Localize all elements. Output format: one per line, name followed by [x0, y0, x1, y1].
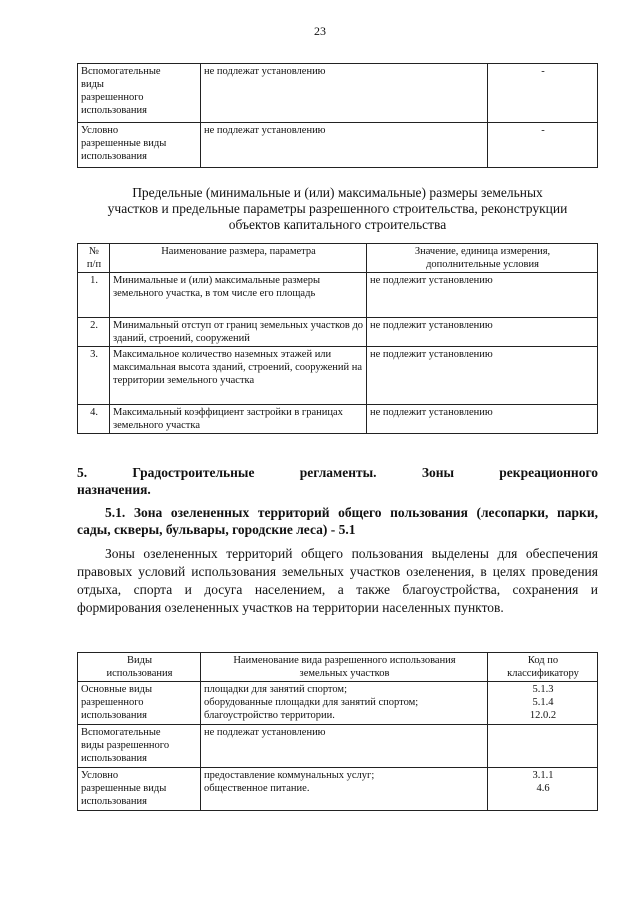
section-5-heading: 5. Градостроительные регламенты. Зоны рекреационного	[77, 465, 598, 480]
parameter-name: Минимальный отступ от границ земельных участков до зданий, строений, сооружений	[110, 318, 367, 347]
table-row	[78, 347, 598, 405]
use-name-cell: не подлежат установлению	[201, 64, 488, 123]
parameter-name: Максимальное количество наземных этажей или максимальная высота зданий, строений, сооружений на территории земельного участка	[110, 347, 367, 405]
parameter-name: Минимальные и (или) максимальные размеры земельного участка, в том числе его площадь	[110, 273, 367, 318]
table-row	[78, 405, 598, 434]
code-cell: 3.1.1 4.6	[488, 768, 598, 811]
code-cell: -	[488, 123, 598, 168]
code-header: Код по классификатору	[488, 653, 598, 682]
name-header: Наименование размера, параметра	[110, 244, 367, 273]
use-type-cell: Условно разрешенные виды использования	[78, 768, 201, 811]
zone-description-paragraph: Зоны озелененных территорий общего пользования выделены для обеспечения правовых условий использования земельных участков озеленения, в целях проведения отдыха, спорта и досуга населением, а также благоустройства, сохранения и формирования озелененных участков на территории населенных пунктов.	[77, 546, 598, 615]
table-header-row	[78, 244, 598, 273]
table-row	[78, 725, 598, 768]
use-type-cell: Основные виды разрешенного использования	[78, 682, 201, 725]
use-type-cell: Вспомогательные виды разрешенного использования	[78, 725, 201, 768]
parameter-value: не подлежит установлению	[367, 347, 598, 405]
code-cell: 5.1.3 5.1.4 12.0.2	[488, 682, 598, 725]
row-number: 4.	[78, 405, 110, 434]
table-row	[78, 123, 598, 168]
parameter-value: не подлежит установлению	[367, 405, 598, 434]
permitted-use-table-continued	[77, 63, 598, 168]
parameter-value: не подлежит установлению	[367, 318, 598, 347]
parameter-value: не подлежит установлению	[367, 273, 598, 318]
table-header-row	[78, 653, 598, 682]
parameter-name: Максимальный коэффициент застройки в границах земельного участка	[110, 405, 367, 434]
table-row	[78, 64, 598, 123]
use-type-header: Виды использования	[78, 653, 201, 682]
row-number: 1.	[78, 273, 110, 318]
code-cell	[488, 725, 598, 768]
section-5-heading-continued: назначения.	[77, 482, 151, 497]
use-name-cell: предоставление коммунальных услуг; общественное питание.	[201, 768, 488, 811]
page-number: 23	[314, 24, 326, 38]
row-number: 3.	[78, 347, 110, 405]
subsection-5-1-heading: 5.1. Зона озелененных территорий общего пользования (лесопарки, парки, сады, скверы, бульвары, городские леса) - 5.1	[77, 505, 598, 537]
use-type-cell: Вспомогательные виды разрешенного использования	[78, 64, 201, 123]
code-cell: -	[488, 64, 598, 123]
row-number: 2.	[78, 318, 110, 347]
zone-permitted-use-table	[77, 652, 598, 811]
table-row	[78, 682, 598, 725]
limits-heading: Предельные (минимальные и (или) максимальные) размеры земельных участков и предельные параметры разрешенного строительства, реконструкции объектов капитального строительства	[107, 185, 568, 232]
use-name-cell: не подлежат установлению	[201, 725, 488, 768]
use-type-cell: Условно разрешенные виды использования	[78, 123, 201, 168]
table-row	[78, 768, 598, 811]
table-row	[78, 318, 598, 347]
table-row	[78, 273, 598, 318]
value-header: Значение, единица измерения, дополнительные условия	[367, 244, 598, 273]
limits-table	[77, 243, 598, 434]
num-header: № п/п	[78, 244, 110, 273]
use-name-cell: площадки для занятий спортом; оборудованные площадки для занятий спортом; благоустройство территории.	[201, 682, 488, 725]
use-name-header: Наименование вида разрешенного использования земельных участков	[201, 653, 488, 682]
use-name-cell: не подлежат установлению	[201, 123, 488, 168]
